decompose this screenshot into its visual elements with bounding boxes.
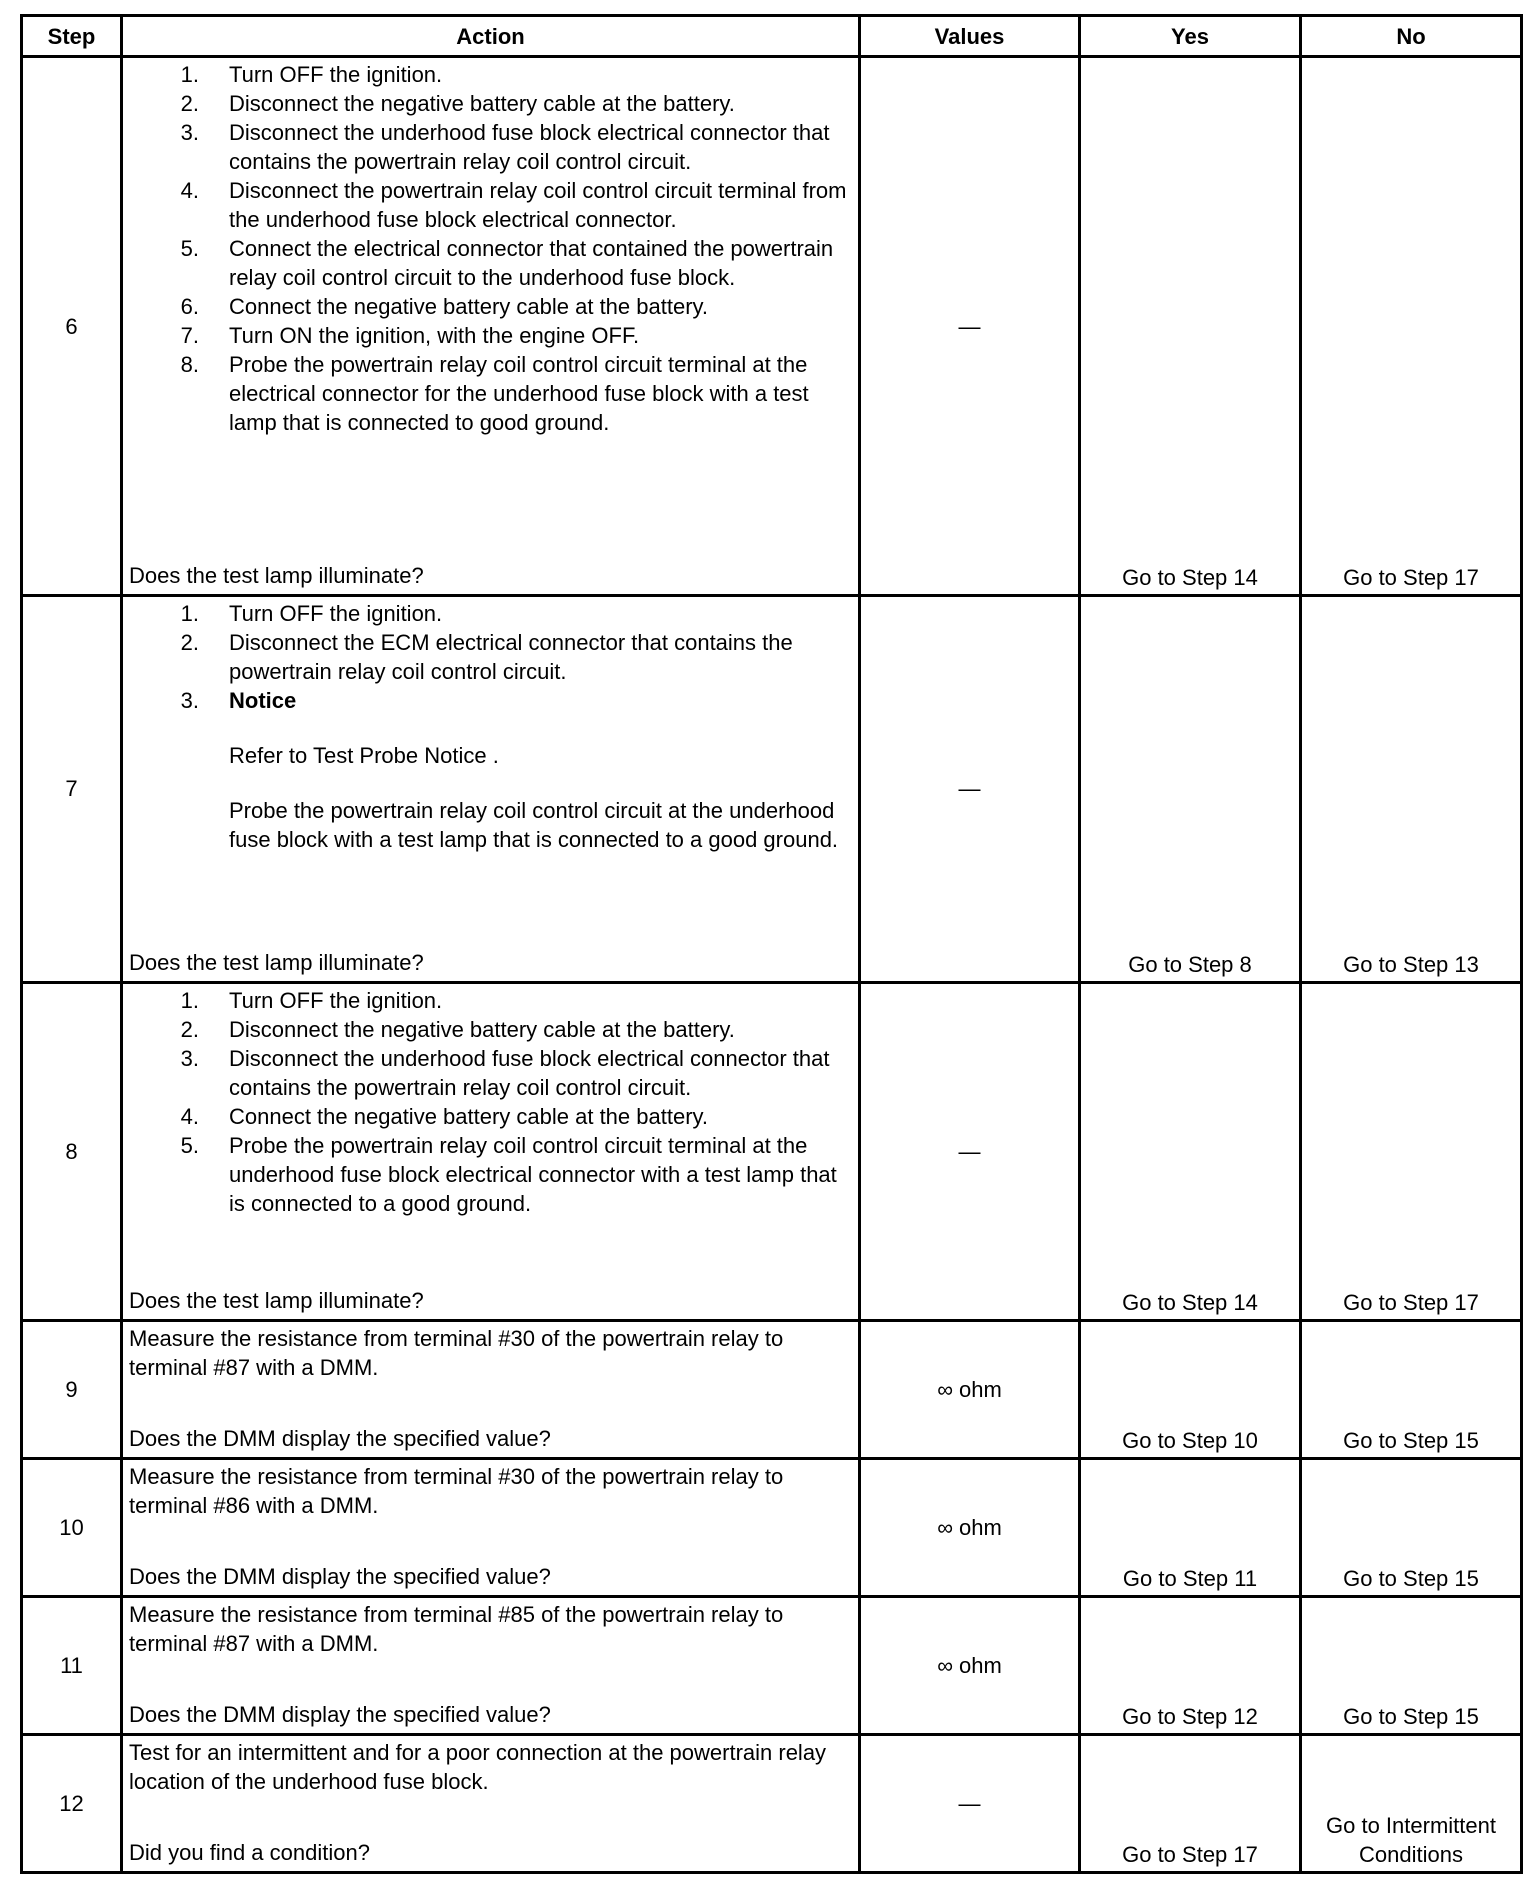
table-row-step-9 — [22, 1320, 1522, 1458]
item-text: Turn OFF the ignition. — [229, 62, 443, 87]
header-yes: Yes — [1080, 16, 1301, 57]
no-link[interactable]: Go to Step 13 — [1301, 596, 1522, 982]
yes-link[interactable]: Go to Step 10 — [1080, 1320, 1301, 1458]
step-number: 6 — [22, 57, 122, 596]
item-number: 2. — [180, 91, 199, 116]
no-link[interactable]: Go to Step 17 — [1301, 57, 1522, 596]
header-step: Step — [22, 16, 122, 57]
action-text: Measure the resistance from terminal #30 of the powertrain relay to terminal #87 with a DMM. — [129, 1325, 784, 1380]
procedure-item — [129, 1102, 854, 1131]
step-number: 8 — [22, 982, 122, 1320]
action-cell — [122, 1596, 860, 1734]
notice-title: Notice — [229, 688, 297, 714]
item-number: 4. — [180, 178, 199, 203]
header-no: No — [1301, 16, 1522, 57]
procedure-item — [129, 599, 854, 628]
question-text: Did you find a condition? — [129, 1840, 370, 1865]
step-number: 9 — [22, 1320, 122, 1458]
procedure-item — [129, 321, 854, 350]
yes-link[interactable]: Go to Step 17 — [1080, 1734, 1301, 1872]
item-number: 5. — [180, 236, 199, 261]
question-text: Does the test lamp illuminate? — [129, 563, 424, 589]
item-text: Disconnect the underhood fuse block electrical connector that contains the powertrain relay coil control circuit. — [229, 1045, 830, 1100]
no-link[interactable]: Go to Intermittent Conditions — [1301, 1734, 1522, 1872]
procedure-item — [129, 1131, 854, 1218]
notice-instruction: Probe the powertrain relay coil control circuit at the underhood fuse block with a test lamp that is connected to a good ground. — [229, 798, 839, 853]
procedure-item-notice — [129, 686, 854, 854]
table-row-step-11 — [22, 1596, 1522, 1734]
item-number: 3. — [180, 688, 199, 714]
item-text: Turn OFF the ignition. — [229, 987, 443, 1013]
question-text: Does the DMM display the specified value? — [129, 1425, 551, 1451]
item-text: Probe the powertrain relay coil control circuit terminal at the underhood fuse block electrical connector with a test lamp that is connected to a good ground. — [229, 1132, 837, 1216]
value-cell: — — [860, 1734, 1080, 1872]
table-row-step-12 — [22, 1734, 1522, 1872]
value-cell: — — [860, 57, 1080, 596]
item-text: Disconnect the negative battery cable at the battery. — [229, 91, 735, 116]
step-number: 11 — [22, 1596, 122, 1734]
item-text: Turn OFF the ignition. — [229, 601, 443, 627]
item-number: 4. — [180, 1103, 199, 1129]
procedure-item — [129, 176, 854, 234]
item-number: 3. — [180, 1045, 199, 1071]
item-number: 1. — [180, 601, 199, 627]
table-row-step-8 — [22, 982, 1522, 1320]
yes-link[interactable]: Go to Step 11 — [1080, 1458, 1301, 1596]
header-row — [22, 16, 1522, 57]
item-number: 6. — [180, 294, 199, 319]
procedure-list — [129, 60, 854, 437]
header-values: Values — [860, 16, 1080, 57]
question-text: Does the test lamp illuminate? — [129, 949, 424, 975]
item-number: 8. — [180, 352, 199, 377]
action-text: Measure the resistance from terminal #30 of the powertrain relay to terminal #86 with a DMM. — [129, 1463, 784, 1518]
step-number: 10 — [22, 1458, 122, 1596]
item-text: Disconnect the underhood fuse block electrical connector that contains the powertrain relay coil control circuit. — [229, 120, 830, 174]
no-link[interactable]: Go to Step 15 — [1301, 1458, 1522, 1596]
item-number: 2. — [180, 630, 199, 656]
item-number: 1. — [180, 62, 199, 87]
action-cell — [122, 1734, 860, 1872]
item-text: Probe the powertrain relay coil control circuit terminal at the electrical connector for the underhood fuse block with a test lamp that is connected to good ground. — [229, 352, 809, 435]
step-number: 7 — [22, 596, 122, 982]
question-text: Does the test lamp illuminate? — [129, 1287, 424, 1313]
item-number: 1. — [180, 987, 199, 1013]
item-text: Turn ON the ignition, with the engine OFF. — [229, 323, 640, 348]
step-number: 12 — [22, 1734, 122, 1872]
item-text: Disconnect the negative battery cable at the battery. — [229, 1016, 735, 1042]
yes-link[interactable]: Go to Step 14 — [1080, 57, 1301, 596]
item-number: 2. — [180, 1016, 199, 1042]
action-cell — [122, 57, 860, 596]
diagnostic-table — [20, 14, 1523, 1874]
procedure-item — [129, 234, 854, 292]
action-cell — [122, 1458, 860, 1596]
action-cell — [122, 982, 860, 1320]
item-number: 5. — [180, 1132, 199, 1158]
question-text: Does the DMM display the specified value? — [129, 1701, 551, 1727]
table-row-step-6 — [22, 57, 1522, 596]
item-text: Connect the negative battery cable at the battery. — [229, 294, 709, 319]
procedure-list — [129, 986, 854, 1218]
procedure-item — [129, 1044, 854, 1102]
procedure-item — [129, 118, 854, 176]
action-text: Measure the resistance from terminal #85 of the powertrain relay to terminal #87 with a DMM. — [129, 1601, 784, 1656]
no-link[interactable]: Go to Step 15 — [1301, 1320, 1522, 1458]
header-action: Action — [122, 16, 860, 57]
action-text: Test for an intermittent and for a poor connection at the powertrain relay location of the underhood fuse block. — [129, 1739, 827, 1794]
notice-reference[interactable]: Refer to Test Probe Notice . — [229, 743, 499, 769]
procedure-list — [129, 599, 854, 854]
item-number: 3. — [180, 120, 199, 145]
value-cell: — — [860, 982, 1080, 1320]
action-cell — [122, 596, 860, 982]
value-cell: ∞ ohm — [860, 1596, 1080, 1734]
yes-link[interactable]: Go to Step 8 — [1080, 596, 1301, 982]
question-text: Does the DMM display the specified value? — [129, 1563, 551, 1589]
procedure-item — [129, 292, 854, 321]
yes-link[interactable]: Go to Step 12 — [1080, 1596, 1301, 1734]
procedure-item — [129, 986, 854, 1015]
value-cell: ∞ ohm — [860, 1320, 1080, 1458]
procedure-item — [129, 1015, 854, 1044]
table-row-step-10 — [22, 1458, 1522, 1596]
item-text: Disconnect the powertrain relay coil control circuit terminal from the underhood fuse block electrical connector. — [229, 178, 847, 232]
item-text: Disconnect the ECM electrical connector that contains the powertrain relay coil control circuit. — [229, 630, 793, 685]
table-row-step-7 — [22, 596, 1522, 982]
yes-link[interactable]: Go to Step 14 — [1080, 982, 1301, 1320]
procedure-item — [129, 628, 854, 686]
action-cell — [122, 1320, 860, 1458]
item-number: 7. — [180, 323, 199, 348]
procedure-item — [129, 60, 854, 89]
item-text: Connect the electrical connector that contained the powertrain relay coil control circuit to the underhood fuse block. — [229, 236, 834, 290]
value-cell: ∞ ohm — [860, 1458, 1080, 1596]
value-cell: — — [860, 596, 1080, 982]
no-link[interactable]: Go to Step 15 — [1301, 1596, 1522, 1734]
item-text: Connect the negative battery cable at the battery. — [229, 1103, 709, 1129]
no-link[interactable]: Go to Step 17 — [1301, 982, 1522, 1320]
procedure-item — [129, 350, 854, 437]
procedure-item — [129, 89, 854, 118]
